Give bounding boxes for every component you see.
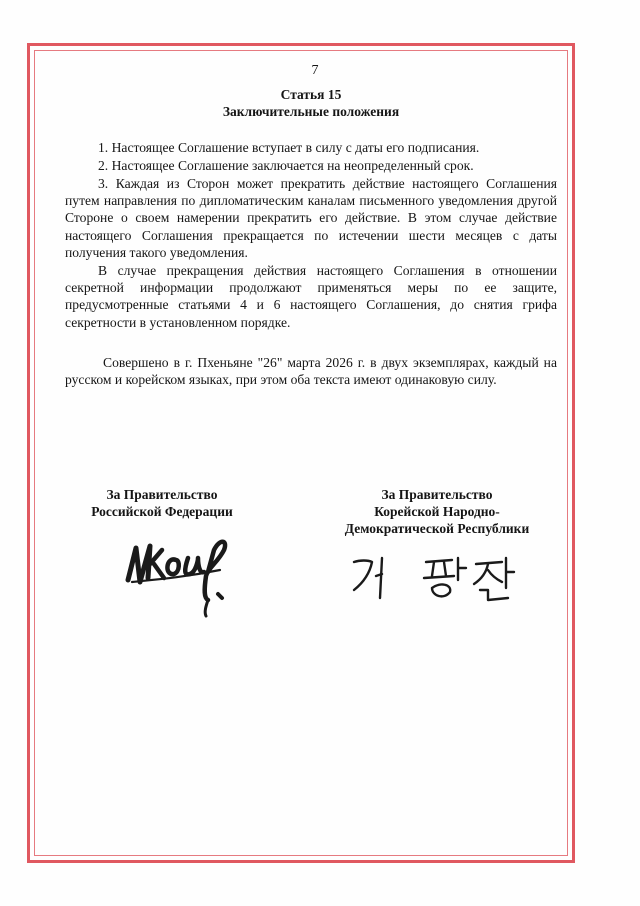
signatory-line: За Правительство <box>106 487 218 502</box>
signatory-line: За Правительство <box>381 487 493 502</box>
article-number: Статья 15 <box>280 87 342 102</box>
signatory-line: Демократической Республики <box>344 521 530 536</box>
closing-paragraph: Совершено в г. Пхеньяне "26" марта 2026 г. в двух экземплярах, каждый на русском и корейском языках, при этом оба текста имеют одинаковую силу. <box>65 355 557 388</box>
paragraph-3: 3. Каждая из Сторон может прекратить действие настоящего Соглашения путем направления по дипломатическим каналам письменного уведомления другой Стороне о своем намерении прекратить его действие. В этом случае действие настоящего Соглашения прекращается по истечении шести месяцев с даты получения такого уведомления. <box>65 176 557 260</box>
signatory-line: Корейской Народно- <box>374 504 500 519</box>
handwritten-signature-russia <box>110 520 250 620</box>
signatory-block-dprk <box>322 486 552 537</box>
paragraph-4: В случае прекращения действия настоящего Соглашения в отношении секретной информации продолжают применяться меры по ее защите, предусмотренные статьями 4 и 6 настоящего Соглашения, до снятия грифа секретности в установленном порядке. <box>65 263 557 330</box>
signatory-block-russia <box>72 486 252 520</box>
paragraph-2: 2. Настоящее Соглашение заключается на неопределенный срок. <box>98 158 474 173</box>
handwritten-signature-dprk <box>340 548 520 608</box>
signatory-line: Российской Федерации <box>91 504 233 519</box>
page-number: 7 <box>311 63 319 78</box>
paragraph-1: 1. Настоящее Соглашение вступает в силу с даты его подписания. <box>98 140 480 155</box>
article-title: Заключительные положения <box>222 104 400 119</box>
